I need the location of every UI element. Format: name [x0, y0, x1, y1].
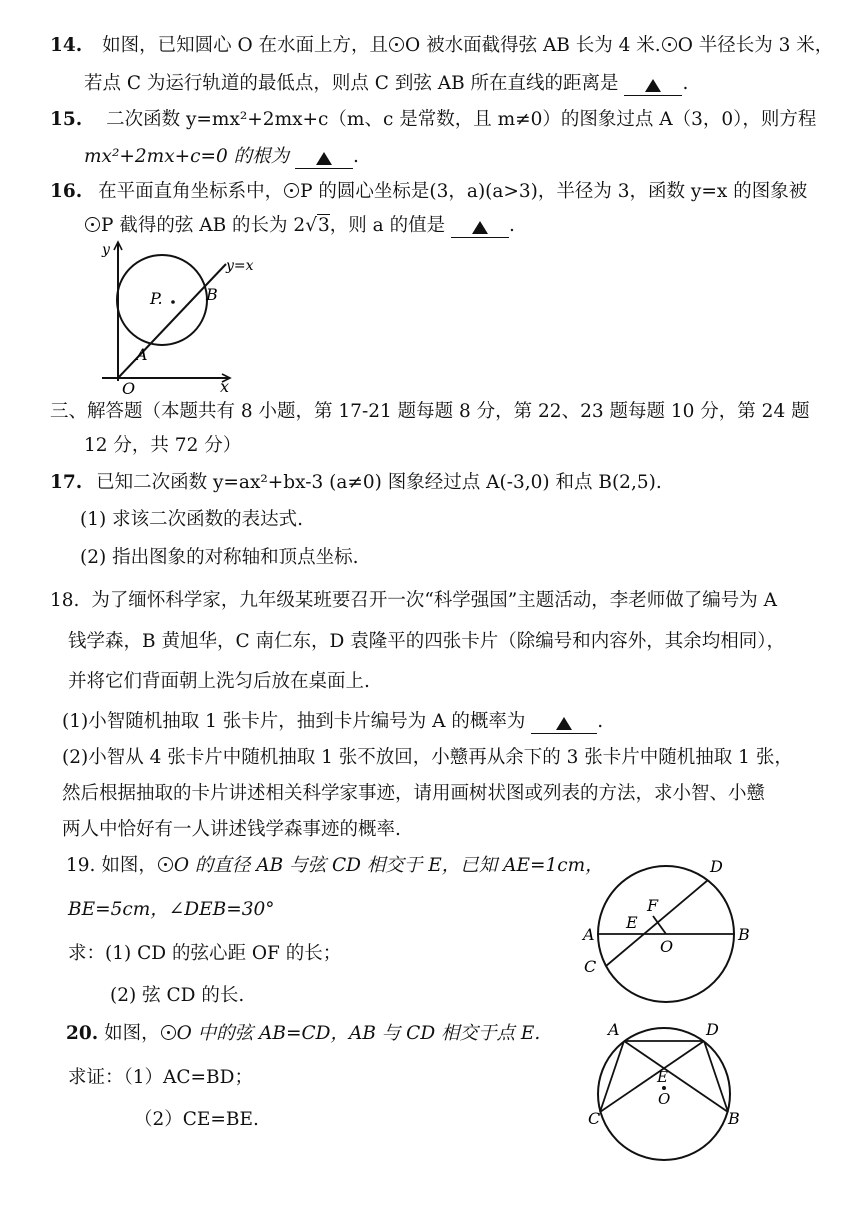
question-19-text-a: 如图， [101, 855, 157, 876]
q20-circle-figure [584, 1016, 748, 1168]
q19-circle-figure [578, 854, 758, 1010]
question-15-text-2: mx²+2mx+c=0 的根为 [84, 146, 290, 167]
question-16-text-c: P 截得的弦 AB 的长为 2 [101, 215, 306, 236]
question-17-part-1-text: (1) 求该二次函数的表达式. [80, 509, 303, 530]
triangle-icon [556, 717, 572, 730]
question-18-text-3: 并将它们背面朝上洗匀后放在桌面上. [68, 671, 370, 692]
sqrt-radicand: 3 [318, 215, 330, 236]
chord-db [704, 1041, 728, 1112]
question-14-text-2: 若点 C 为运行轨道的最低点，则点 C 到弦 AB 所在直线的距离是 [84, 73, 619, 94]
label-c: C [588, 1109, 601, 1128]
chord-ab [624, 1041, 728, 1112]
question-18-part-2-text-1: (2)小智从 4 张卡片中随机抽取 1 张不放回，小戆再从余下的 3 张卡片中随机抽取 1 张， [62, 747, 793, 768]
label-b: B [738, 925, 750, 944]
question-18-text-2: 钱学森，B 黄旭华，C 南仁东，D 袁隆平的四张卡片（除编号和内容外，其余均相同）， [68, 631, 785, 652]
circle-dot-symbol [662, 37, 677, 52]
label-b: B [728, 1109, 740, 1128]
answer-blank[interactable] [624, 75, 682, 96]
question-16-number: 16. [50, 181, 83, 202]
section-3-heading-2: 12 分，共 72 分） [84, 435, 242, 456]
chord-cd [600, 1041, 704, 1112]
point-p [171, 300, 175, 304]
question-19-text-4: (2) 弦 CD 的长. [110, 985, 245, 1006]
question-19-text-b: O 的直径 AB 与弦 CD 相交于 E，已知 AE=1cm， [173, 855, 604, 876]
question-19-line-4 [110, 984, 244, 1008]
label-e: E [626, 913, 638, 932]
label-d: D [710, 857, 723, 876]
question-19-line-3 [68, 942, 341, 966]
question-18-line-1 [50, 589, 777, 613]
label-line: y=x [226, 258, 254, 274]
question-20-line-3 [134, 1108, 259, 1132]
label-o: O [122, 379, 136, 396]
question-16-text-b: P 的圆心坐标是(3，a)(a>3)，半径为 3，函数 y=x 的图象被 [300, 181, 808, 202]
question-15-number: 15. [50, 109, 83, 130]
question-18-part-1-text: (1)小智随机抽取 1 张卡片，抽到卡片编号为 A 的概率为 [62, 711, 526, 732]
question-14-line-1 [50, 34, 833, 58]
question-17-text: 已知二次函数 y=ax²+bx-3 (a≠0) 图象经过点 A(-3,0) 和点 B(2,5). [96, 472, 662, 493]
question-19-line-1 [66, 854, 604, 878]
question-16-text-a: 在平面直角坐标系中， [98, 181, 284, 202]
question-18-part-2-line-2 [62, 782, 765, 806]
q16-coordinate-figure [98, 236, 258, 396]
question-18-text-1: 为了缅怀科学家，九年级某班要召开一次“科学强国”主题活动，李老师做了编号为 A [91, 590, 777, 611]
question-15-text-1: 二次函数 y=mx²+2mx+c（m、c 是常数，且 m≠0）的图象过点 A（3，0），则方程 [106, 109, 817, 130]
question-18-line-2 [68, 630, 785, 654]
answer-blank[interactable] [451, 217, 509, 238]
label-f: F [647, 896, 659, 915]
question-19-number: 19. [66, 855, 96, 876]
question-16-line-2: P 截得的弦 AB 的长为 2√3，则 a 的值是 . [84, 214, 515, 238]
line-y-equals-x [118, 264, 226, 378]
question-19-text-2: BE=5cm，∠DEB=30° [68, 899, 275, 920]
question-14-line-2: 若点 C 为运行轨道的最低点，则点 C 到弦 AB 所在直线的距离是 . [84, 73, 689, 94]
label-a: A [136, 345, 148, 364]
circle-dot-symbol [85, 217, 100, 232]
circle-dot-symbol [389, 37, 404, 52]
label-c: C [584, 957, 597, 976]
question-20-text-3: （2）CE=BE. [134, 1109, 259, 1130]
question-18-part-2-text-2: 然后根据抽取的卡片讲述相关科学家事迹，请用画树状图或列表的方法，求小智、小戆 [62, 783, 766, 804]
chord-ac [600, 1041, 624, 1112]
question-18-number: 18. [50, 590, 80, 611]
question-20-text-b: O 中的弦 AB=CD，AB 与 CD 相交于点 E. [176, 1023, 541, 1044]
question-17-number: 17. [50, 472, 83, 493]
section-3-heading: 三、解答题（本题共有 8 小题，第 17-21 题每题 8 分，第 22、23 题每题 10 分，第 24 题 [50, 401, 810, 422]
question-18-part-2-line-1 [62, 746, 793, 770]
section-3-line-2 [84, 434, 241, 458]
label-e: E [657, 1068, 668, 1086]
question-20-line-2 [68, 1066, 253, 1090]
label-o: O [660, 937, 674, 956]
question-18-part-2-text-3: 两人中恰好有一人讲述钱学森事迹的概率. [62, 819, 401, 840]
question-18-part-1: (1)小智随机抽取 1 张卡片，抽到卡片编号为 A 的概率为 . [62, 711, 604, 732]
question-19-text-3: 求：(1) CD 的弦心距 OF 的长； [68, 943, 342, 964]
question-15-line-1 [50, 108, 816, 132]
answer-blank[interactable] [531, 713, 597, 734]
triangle-icon [645, 79, 661, 92]
label-y: y [102, 242, 110, 258]
question-14-text-a: 如图，已知圆心 O 在水面上方，且 [102, 35, 389, 56]
question-20-text-2: 求证：（1）AC=BD； [68, 1067, 253, 1088]
section-3-line-1 [50, 400, 810, 424]
circle-dot-symbol [158, 857, 173, 872]
question-15-line-2: mx²+2mx+c=0 的根为 . [84, 146, 359, 167]
question-20-number: 20. [66, 1023, 99, 1044]
label-a: A [608, 1020, 620, 1039]
label-d: D [706, 1020, 719, 1039]
circle-dot-symbol [161, 1025, 176, 1040]
label-p: P. [150, 289, 163, 308]
question-17-part-2-text: (2) 指出图象的对称轴和顶点坐标. [80, 547, 359, 568]
question-20-text-a: 如图， [104, 1023, 160, 1044]
question-16-text-d: ，则 a 的值是 [329, 215, 446, 236]
question-16-line-1 [50, 180, 807, 204]
question-19-line-2 [68, 898, 275, 922]
label-b: B [206, 285, 218, 304]
triangle-icon [316, 152, 332, 165]
question-17-part-2 [80, 546, 358, 570]
question-17-line-1 [50, 471, 662, 495]
question-17-part-1 [80, 508, 303, 532]
label-o: O [658, 1090, 671, 1108]
question-20-line-1 [66, 1022, 540, 1046]
question-18-line-3 [68, 670, 370, 694]
question-14-number: 14. [50, 35, 83, 56]
question-14-text-c: O 半径长为 3 米， [677, 35, 834, 56]
question-14-text-b: O 被水面截得弦 AB 长为 4 米. [405, 35, 661, 56]
triangle-icon [472, 221, 488, 234]
circle-dot-symbol [284, 183, 299, 198]
answer-blank[interactable] [295, 148, 353, 169]
label-a: A [583, 925, 595, 944]
question-18-part-2-line-3 [62, 818, 401, 842]
label-x: x [220, 377, 230, 396]
